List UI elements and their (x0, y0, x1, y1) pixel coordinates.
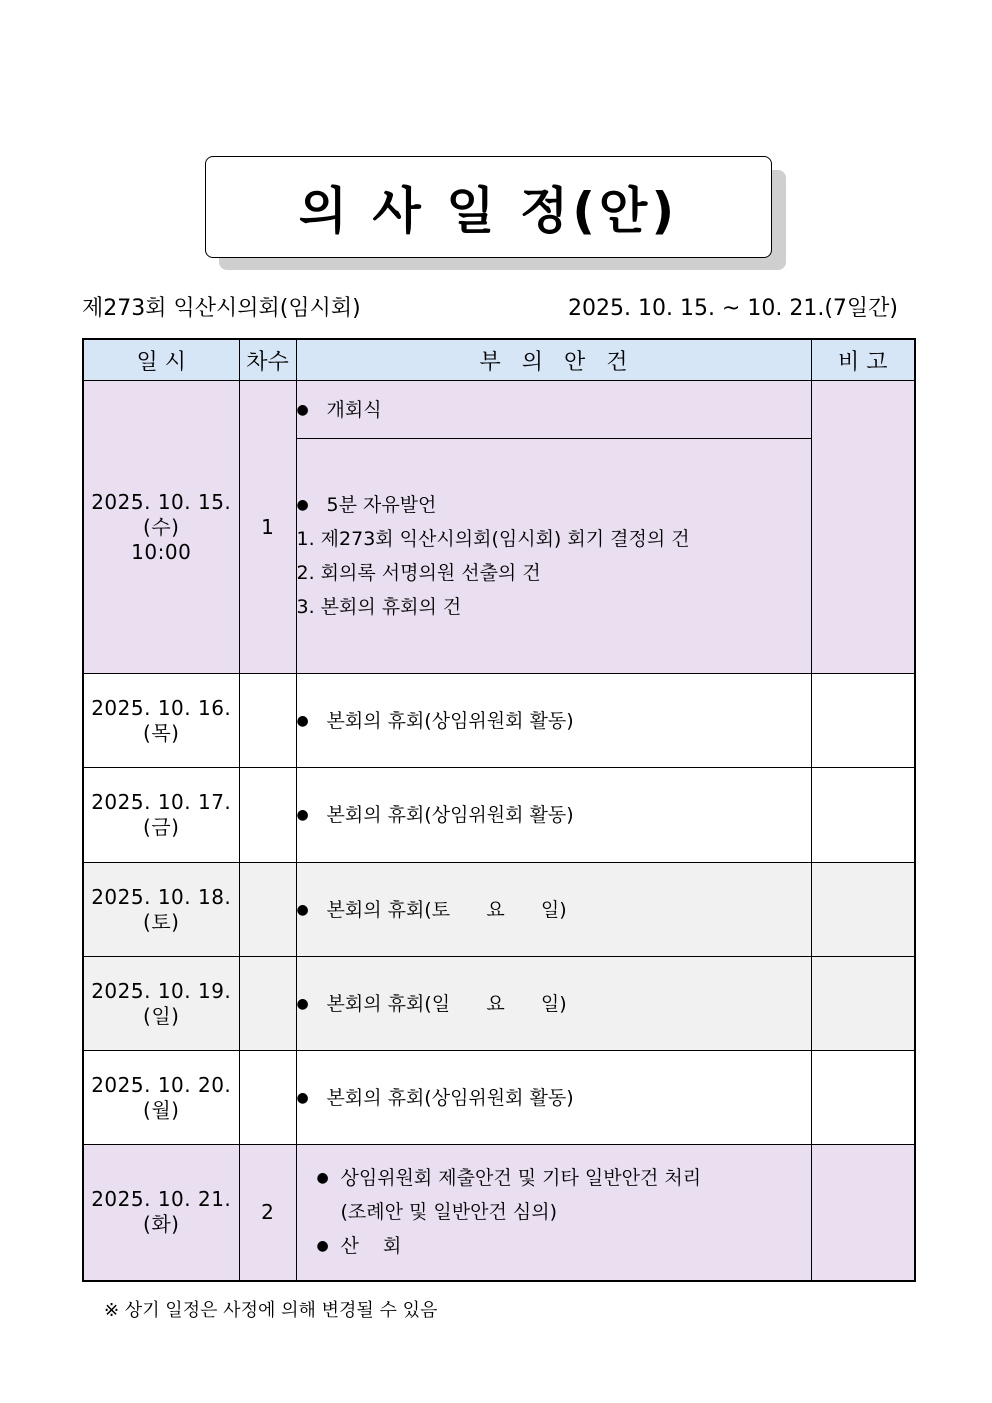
date-cell (83, 768, 239, 863)
title-box (205, 156, 772, 258)
agenda-item: 2. 회의록 서명의원 선출의 건 (296, 562, 541, 584)
header-row (83, 339, 915, 381)
table-row (83, 674, 915, 768)
header-order: 차수 (239, 339, 296, 381)
bullet-icon: ● (296, 1089, 309, 1106)
remarks-cell (811, 1051, 915, 1145)
order-cell (239, 1051, 296, 1145)
bullet-icon: ● (316, 1170, 329, 1187)
date-cell (83, 674, 239, 768)
date-cell (83, 863, 239, 957)
date-cell (83, 381, 239, 674)
agenda-cell (296, 381, 811, 439)
remarks-cell (811, 381, 915, 674)
agenda-item: 개회식 (326, 398, 382, 421)
table-row (83, 863, 915, 957)
remarks-cell (811, 863, 915, 957)
table-row (83, 768, 915, 863)
order-cell (239, 863, 296, 957)
agenda-item: 본회의 휴회(상임위원회 활동) (326, 804, 574, 826)
date-text: 2025. 10. 19. (91, 978, 232, 1003)
agenda-item: 본회의 휴회(상임위원회 활동) (326, 1086, 574, 1109)
agenda-item: 3. 본회의 휴회의 건 (296, 596, 462, 618)
agenda-item: 1. 제273회 익산시의회(임시회) 회기 결정의 건 (296, 528, 690, 550)
day-text: (일) (143, 1003, 180, 1028)
day-text: (월) (143, 1097, 180, 1122)
date-cell (83, 957, 239, 1051)
order-cell (239, 674, 296, 768)
remarks-cell (811, 957, 915, 1051)
agenda-cell (296, 674, 811, 768)
bullet-icon: ● (296, 401, 309, 418)
agenda-table (82, 338, 916, 1282)
agenda-item: 산 회 (340, 1235, 402, 1258)
date-text: 2025. 10. 17. (91, 790, 232, 814)
date-text: 2025. 10. 18. (91, 884, 232, 909)
agenda-cell (296, 768, 811, 863)
bullet-icon: ● (316, 1238, 329, 1255)
agenda-item: 상임위원회 제출안건 및 기타 일반안건 처리 (340, 1167, 702, 1190)
agenda-item: 본회의 휴회(일 요 일) (326, 992, 567, 1015)
bullet-icon: ● (296, 995, 309, 1012)
bullet-icon: ● (296, 712, 309, 729)
remarks-cell (811, 674, 915, 768)
order-cell (239, 768, 296, 863)
header-remarks: 비 고 (811, 339, 915, 381)
agenda-cell (296, 439, 811, 674)
session-name: 제273회 익산시의회(임시회) (82, 296, 361, 321)
page-title: 의 사 일 정(안) (298, 182, 679, 240)
order-cell: 2 (239, 1145, 296, 1281)
header-agenda: 부 의 안 건 (296, 339, 811, 381)
day-text: (화) (143, 1212, 180, 1237)
table-row (83, 1051, 915, 1145)
date-text: 2025. 10. 15. (91, 489, 232, 514)
agenda-item: 본회의 휴회(토 요 일) (326, 898, 567, 921)
table-row (83, 1145, 915, 1281)
agenda-item: 5분 자유발언 (326, 494, 437, 516)
session-period: 2025. 10. 15. ~ 10. 21.(7일간) (568, 296, 898, 321)
order-cell (239, 957, 296, 1051)
day-text: (수) (143, 514, 180, 539)
time-text: 10:00 (131, 539, 192, 564)
agenda-item-sub: (조례안 및 일반안건 심의) (340, 1201, 557, 1224)
agenda-cell (296, 957, 811, 1051)
date-cell (83, 1145, 239, 1281)
bullet-icon: ● (296, 807, 309, 823)
date-text: 2025. 10. 16. (91, 695, 232, 720)
order-cell: 1 (239, 381, 296, 674)
bullet-icon: ● (296, 901, 309, 918)
table-row (83, 957, 915, 1051)
date-cell (83, 1051, 239, 1145)
date-text: 2025. 10. 20. (91, 1072, 232, 1097)
bullet-icon: ● (296, 497, 309, 513)
remarks-cell (811, 1145, 915, 1281)
day-text: (목) (143, 720, 180, 745)
day-text: (금) (143, 815, 180, 839)
date-text: 2025. 10. 21. (91, 1187, 232, 1212)
remarks-cell (811, 768, 915, 863)
agenda-cell (296, 1051, 811, 1145)
table-row (83, 381, 915, 439)
agenda-cell (296, 1145, 811, 1281)
header-date: 일 시 (83, 339, 239, 381)
footnote: ※ 상기 일정은 사정에 의해 변경될 수 있음 (104, 1300, 438, 1321)
agenda-item: 본회의 휴회(상임위원회 활동) (326, 709, 574, 732)
agenda-cell (296, 863, 811, 957)
day-text: (토) (143, 909, 180, 934)
